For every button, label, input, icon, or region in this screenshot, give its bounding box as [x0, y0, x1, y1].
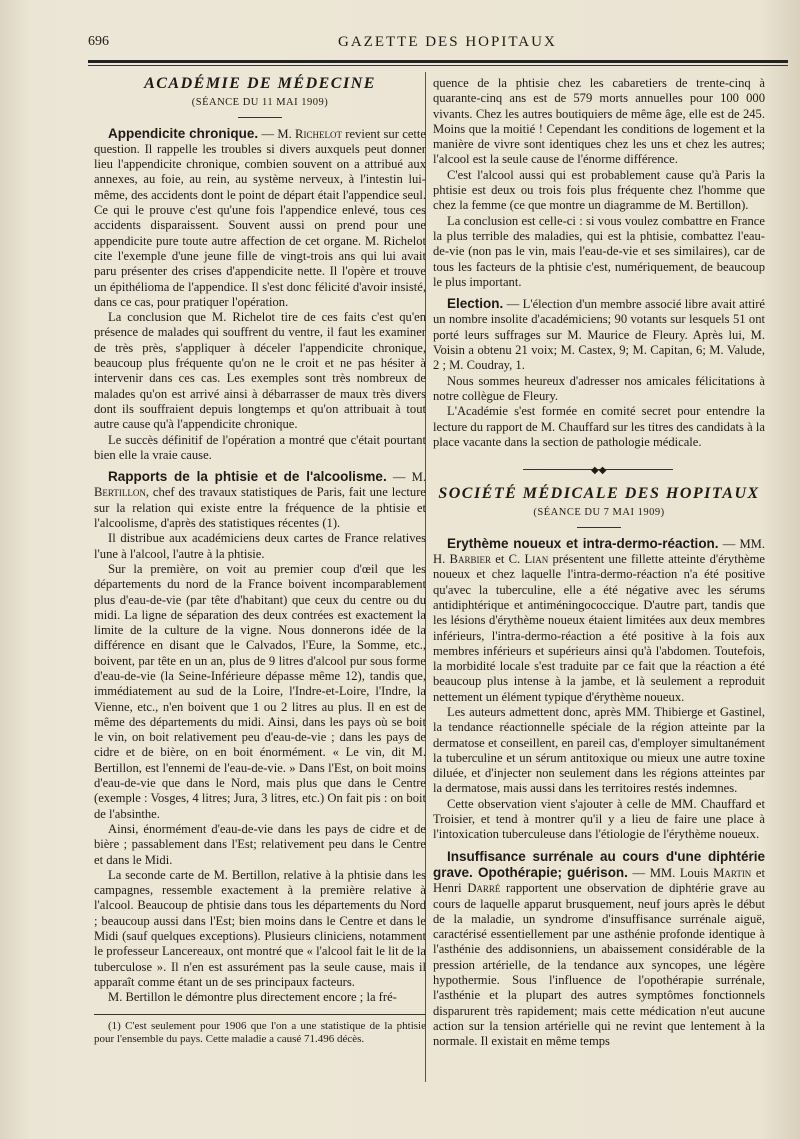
- text-run: rapportent une observation de diphtérie grave au cours de laquelle apparut brusquement, neuf jours après le début de la maladie, un syndrome d'insuffisance surrénale aiguë, caractérisé essentiellement par une asthénie profonde identique à l'asthénie des addisonniens, un abaissement considérable de la pression artérielle, de la tendance aux syncopes, une légère hypothermie. Sous l'influence de l'opothérapie surrénale, l'asthénie et la plupart des autres symptômes fonctionnels disparurent très rapidement; mais cette médication n'eut aucune action sur la tension artérielle qui ne revint que lentement à la normale. Il existait en même temps: [433, 881, 766, 1049]
- continuation-p1: quence de la phtisie chez les cabaretiers de trente-cinq à quarante-cinq ans est de 579 morts annuelles pour 100 000 vivants. Chez les autres boutiquiers de même âge, elle est de 245. Moins que la moitié ! Cependant les conditions de logement et la manière de vivre sont identiques chez les uns et chez les autres; l'alcool est la seule cause de l'énorme différence.: [433, 76, 765, 167]
- author-name: Darré: [467, 881, 501, 896]
- article-phtisie-p6: M. Bertillon le démontre plus directement encore ; la fré-: [108, 990, 397, 1005]
- text-run: et C.: [490, 552, 525, 567]
- election-p3: L'Académie s'est formée en comité secret pour entendre la lecture du rapport de M. Chauffard sur les titres des candidats à la place vacante dans la section de pathologie médicale.: [433, 404, 765, 449]
- article-phtisie-p4: Ainsi, énormément d'eau-de-vie dans les pays de cidre et de bière ; passablement dans l'Est; relativement peu dans le Centre et dans le Midi.: [94, 821, 426, 867]
- footnote-rule: [94, 1014, 426, 1015]
- continuation-p3: La conclusion est celle-ci : si vous voulez combattre en France la plus terrible des maladies, qui est la phtisie, combattez l'eau-de-vie (non pas le vin, mais l'eau-de-vie et ses similaires), car de tous les facteurs de la phtisie c'est, numériquement, de beaucoup le plus important.: [433, 213, 765, 289]
- section-session-societe: (SÉANCE DU 7 MAI 1909): [533, 507, 665, 519]
- author-name: Lian: [524, 552, 549, 567]
- section-title-academie: ACADÉMIE DE MÉDECINE: [144, 75, 376, 92]
- text-run: et Henri: [433, 865, 765, 896]
- article-heading: Appendicite chronique.: [108, 125, 259, 141]
- text-run: , chef des travaux statistiques de Paris, fait une lecture sur la relation qui existe entre la fréquence de la phtisie et l'alcoolisme, d'après des statistiques récentes (1).: [94, 485, 426, 531]
- header-rule-thick: [88, 60, 788, 63]
- election-p2: Nous sommes heureux d'adresser nos amicales félicitations à notre collègue de Fleury.: [433, 373, 765, 403]
- author-name: Bertillon: [94, 485, 146, 500]
- section-ornament: [433, 462, 765, 476]
- left-column: [94, 76, 426, 1046]
- article-erytheme-p1: [433, 536, 765, 705]
- article-appendicite-p3: Le succès définitif de l'opération a montré que c'était pourtant bien elle la vraie cause.: [94, 432, 426, 462]
- article-heading: Election.: [447, 296, 504, 312]
- author-name: Richelot: [295, 126, 342, 141]
- page-header: [88, 34, 788, 56]
- article-erytheme-p3: Cette observation vient s'ajouter à celle de MM. Chauffard et Troisier, et tend à montrer qu'il y a lieu de faire une place à l'intoxication tuberculeuse dans l'étiologie de l'érythème noueux.: [433, 796, 765, 842]
- article-surrenale-p1: [433, 849, 765, 1050]
- right-column: [433, 76, 765, 1050]
- ornament-diamond-icon: ◆◆: [591, 465, 607, 477]
- author-name: Barbier: [449, 552, 491, 567]
- text-run: — L'élection d'un membre associé libre avait attiré un nombre insolite d'académiciens; 90 votants sur lesquels 51 ont porté leurs suffrages sur M. Maurice de Fleury. Après lui, M. Voisin a obtenu 21 voix; M. Castex, 9; M. Capitan, 6; M. Valude, 2 ; M. Coudray, 1.: [433, 297, 765, 373]
- section-session-academie: (SÉANCE DU 11 MAI 1909): [191, 97, 329, 109]
- article-appendicite-p1: [94, 126, 426, 311]
- article-heading: Erythème noueux et intra-dermo-réaction.: [447, 535, 719, 551]
- article-phtisie-p3: Sur la première, on voit au premier coup d'œil que les départements du nord de la France boivent incomparablement plus d'eau-de-vie (par tête d'habitant) que ceux du centre ou du midi. La ligne de séparation des deux contrées est exactement la limite de la culture de la vigne. Nous donnerons idée de la différence en disant que le Calvados, l'Eure, la Somme, etc., boivent, par tête en un an, plus de 9 litres d'alcool pur sous forme d'eau-de-vie (la Seine-Inférieure dépasse même 12), tandis que, immédiatement au sud de la Loire, l'Indre-et-Loire, l'Indre, la Vienne, etc., n'en boivent que 1 ou 2 litres au plus. Il en est de même des départements du midi. Ainsi, dans les pays où se boit le vin, on boit relativement peu d'eau-de-vie ; dans les pays de cidre et de bière, on en boit énormément. « Le vin, dit M. Bertillon, est l'ennemi de l'eau-de-vie. » Dans l'Est, on boit moins d'eau-de-vie que dans le Nord, mais plus que dans le Centre (exemple : Vosges, 4 litres; Jura, 3 litres, etc.) On fait pis : on boit de l'absinthe.: [94, 561, 426, 821]
- footnote: (1) C'est seulement pour 1906 que l'on a une statistique de la phtisie pour l'ensemble du pays. Cette maladie a causé 71.496 décès.: [94, 1019, 426, 1045]
- journal-title: GAZETTE DES HOPITAUX: [338, 34, 557, 50]
- election-p1: [433, 296, 765, 373]
- article-appendicite-p2: La conclusion que M. Richelot tire de ces faits c'est qu'en présence de malades qui souffrent du ventre, il faut les examiner de très près, s'appliquer à déceler l'appendicite chronique, beaucoup plus fréquente qu'on ne le croit et ne pas hésiter à intervenir dans ces cas. Les exemples sont très nombreux de malades qu'on est arrivé ainsi à débarrasser de maux très divers dont ils souffraient depuis longtemps et qu'on attribuait à tout autre cause qu'à l'appendicite chronique.: [94, 310, 426, 432]
- text-run: présentent une fillette atteinte d'érythème noueux et chez laquelle l'intra-dermo-réaction n'a été positive qu'avec la tuberculine, elle a été négative avec les sérums antidiphtérique et antiméningococcique. D'autre part, tandis que les lésions d'érythème noueux étaient limitées aux deux membres inférieurs, l'intra-dermo-réaction a été positive à la fois aux membres inférieurs et supérieurs ainsi qu'à l'abdomen. Toutefois, la morbidité locale s'est traduite par ce fait que la réaction a été beaucoup plus intense à la jambe, et là seulement a reproduit nettement un élément typique d'érythème noueux.: [433, 552, 765, 704]
- short-rule: [577, 527, 621, 528]
- continuation-p2: C'est l'alcool aussi qui est probablement cause qu'à Paris la phtisie est deux ou trois fois plus fréquente chez l'homme que chez la femme (ce que montre un diagramme de M. Bertillon).: [433, 167, 765, 213]
- short-rule: [238, 117, 282, 118]
- text-run: — M.: [258, 126, 296, 141]
- text-run: — MM. H.: [433, 536, 765, 567]
- text-run: — M.: [386, 470, 426, 485]
- author-name: Martin: [713, 865, 752, 880]
- header-rule-thin: [88, 65, 788, 66]
- article-heading: Insuffisance surrénale au cours d'une diphtérie grave. Opothérapie; guérison.: [433, 848, 765, 880]
- text-run: — MM. Louis: [627, 865, 714, 880]
- article-heading: Rapports de la phtisie et de l'alcoolisme.: [108, 469, 387, 485]
- article-phtisie-p2: Il distribue aux académiciens deux cartes de France relatives l'une à l'alcool, l'autre à la phtisie.: [94, 531, 426, 561]
- page-number: 696: [88, 34, 109, 49]
- section-title-societe: SOCIÉTÉ MÉDICALE DES HOPITAUX: [438, 485, 760, 503]
- article-phtisie-p5: La seconde carte de M. Bertillon, relative à la phtisie dans les campagnes, ressemble exactement à la première relative à l'alcool. Beaucoup de phtisie dans tous les départements du Nord ; beaucoup aussi dans l'Est; bien moins dans le Centre et dans le Midi (sauf quelques exceptions). Plusieurs cliniciens, notamment le professeur Lancereaux, ont montré que « l'alcool fait le lit de la tuberculose ». Il n'en est assurément pas la seule cause, mais il apparaît comme étant un de ses principaux facteurs.: [94, 867, 426, 989]
- article-phtisie-p1: [94, 469, 426, 531]
- text-run: revient sur cette question. Il rappelle les troubles si divers auxquels peut donner lieu l'appendicite chronique, combien souvent on a attribué aux annexes, au foie, au rein, au système nerveux, à l'intestin lui-même, des accidents dont le point de départ était l'appendice seul. Ce qui le prouve c'est qu'une fois l'appendice enlevé, tous ces accidents disparaissent. Souvent aussi on prend pour une appendicite pure toute autre affection de cet organe. M. Richelot cite l'exemple d'une jeune fille de vingt-trois ans qui lui avait paru présenter des crises d'appendicite nette. Il l'opère et trouve un épithélioma de l'appendice. Il s'est donc félicité d'avoir insisté, dans ce cas, pour pratiquer l'opération.: [94, 126, 426, 309]
- article-erytheme-p2: Les auteurs admettent donc, après MM. Thibierge et Gastinel, la tendance réactionnelle spéciale de la région atteinte par la dermatose et conseillent, en pareil cas, d'employer simultanément la tuberculine et un sérum antitoxique ou mieux une autre toxine diluée, et d'injecter non seulement dans les régions atteintes par la dermatose, mais aussi dans les territoires restés indemnes.: [433, 704, 765, 796]
